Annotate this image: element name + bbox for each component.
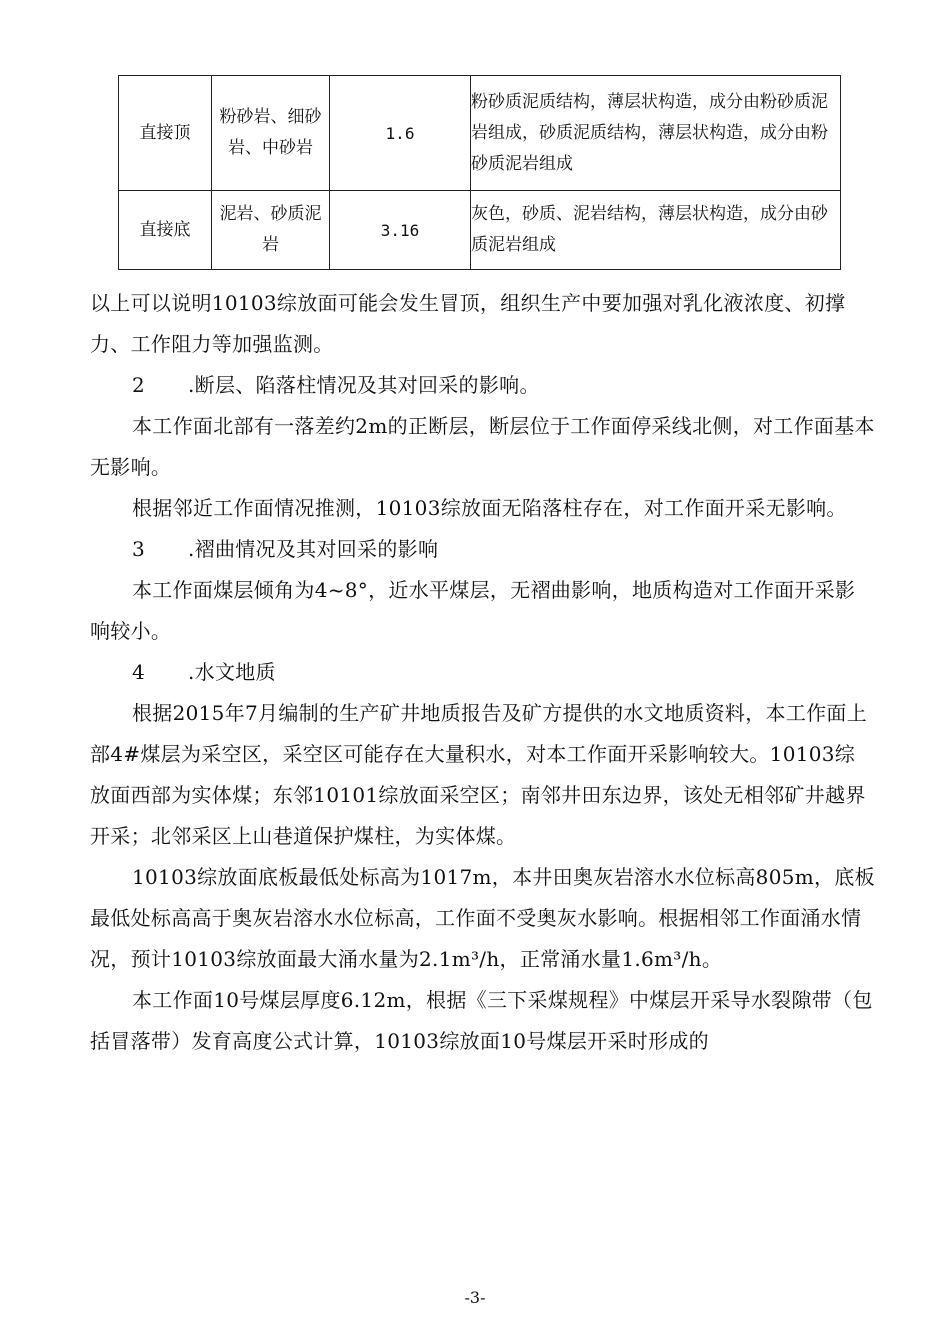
body-text: [90, 283, 875, 1062]
stratum-thickness: 1.6: [330, 76, 471, 191]
section-number: 3: [132, 537, 146, 561]
section-title: .断层、陷落柱情况及其对回采的影响。: [188, 373, 540, 397]
section-number: 2: [132, 373, 146, 397]
paragraph-fault: 本工作面北部有一落差约2m的正断层，断层位于工作面停采线北侧，对工作面基本无影响。: [90, 414, 875, 479]
strata-table: [118, 75, 841, 270]
section-heading-fold: [90, 529, 875, 570]
stratum-description: 粉砂质泥质结构，薄层状构造，成分由粉砂质泥岩组成，砂质泥质结构，薄层状构造，成分由粉砂质泥岩组成: [471, 76, 841, 191]
section-number: 4: [132, 660, 146, 684]
stratum-lithology: 粉砂岩、细砂岩、中砂岩: [212, 76, 330, 191]
stratum-thickness: 3.16: [330, 191, 471, 270]
stratum-name: 直接底: [119, 191, 212, 270]
stratum-lithology: 泥岩、砂质泥岩: [212, 191, 330, 270]
section-title: .水文地质: [188, 660, 276, 684]
paragraph-fold: 本工作面煤层倾角为4~8°，近水平煤层，无褶曲影响，地质构造对工作面开采影响较小。: [90, 578, 856, 643]
section-title: .褶曲情况及其对回采的影响: [188, 537, 439, 561]
table-row: [119, 191, 841, 270]
section-heading-fault: [90, 365, 875, 406]
section-heading-hydro: [90, 652, 875, 693]
table-row: [119, 76, 841, 191]
stratum-name: 直接顶: [119, 76, 212, 191]
paragraph-hydro-1: 根据2015年7月编制的生产矿井地质报告及矿方提供的水文地质资料，本工作面上部4#煤层为采空区，采空区可能存在大量积水，对本工作面开采影响较大。10103综放面西部为实体煤；东邻10101综放面采空区；南邻井田东边界，该处无相邻矿井越界开采；北邻采区上山巷道保护煤柱，为实体煤。: [90, 701, 868, 848]
paragraph-intro: 以上可以说明10103综放面可能会发生冒顶，组织生产中要加强对乳化液浓度、初撑力、工作阻力等加强监测。: [90, 291, 846, 356]
paragraph-hydro-3: 本工作面10号煤层厚度6.12m，根据《三下采煤规程》中煤层开采导水裂隙带（包括冒落带）发育高度公式计算，10103综放面10号煤层开采时形成的: [90, 988, 873, 1053]
stratum-description: 灰色，砂质、泥岩结构，薄层状构造，成分由砂质泥岩组成: [471, 191, 841, 270]
page-number: -3-: [464, 1288, 486, 1307]
paragraph-hydro-2: 10103综放面底板最低处标高为1017m，本井田奥灰岩溶水水位标高805m，底板最低处标高高于奥灰岩溶水水位标高，工作面不受奥灰水影响。根据相邻工作面涌水情况，预计10103综放面最大涌水量为2.1m³/h，正常涌水量1.6m³/h。: [90, 865, 875, 971]
paragraph-collapse: 根据邻近工作面情况推测，10103综放面无陷落柱存在，对工作面开采无影响。: [132, 496, 847, 520]
